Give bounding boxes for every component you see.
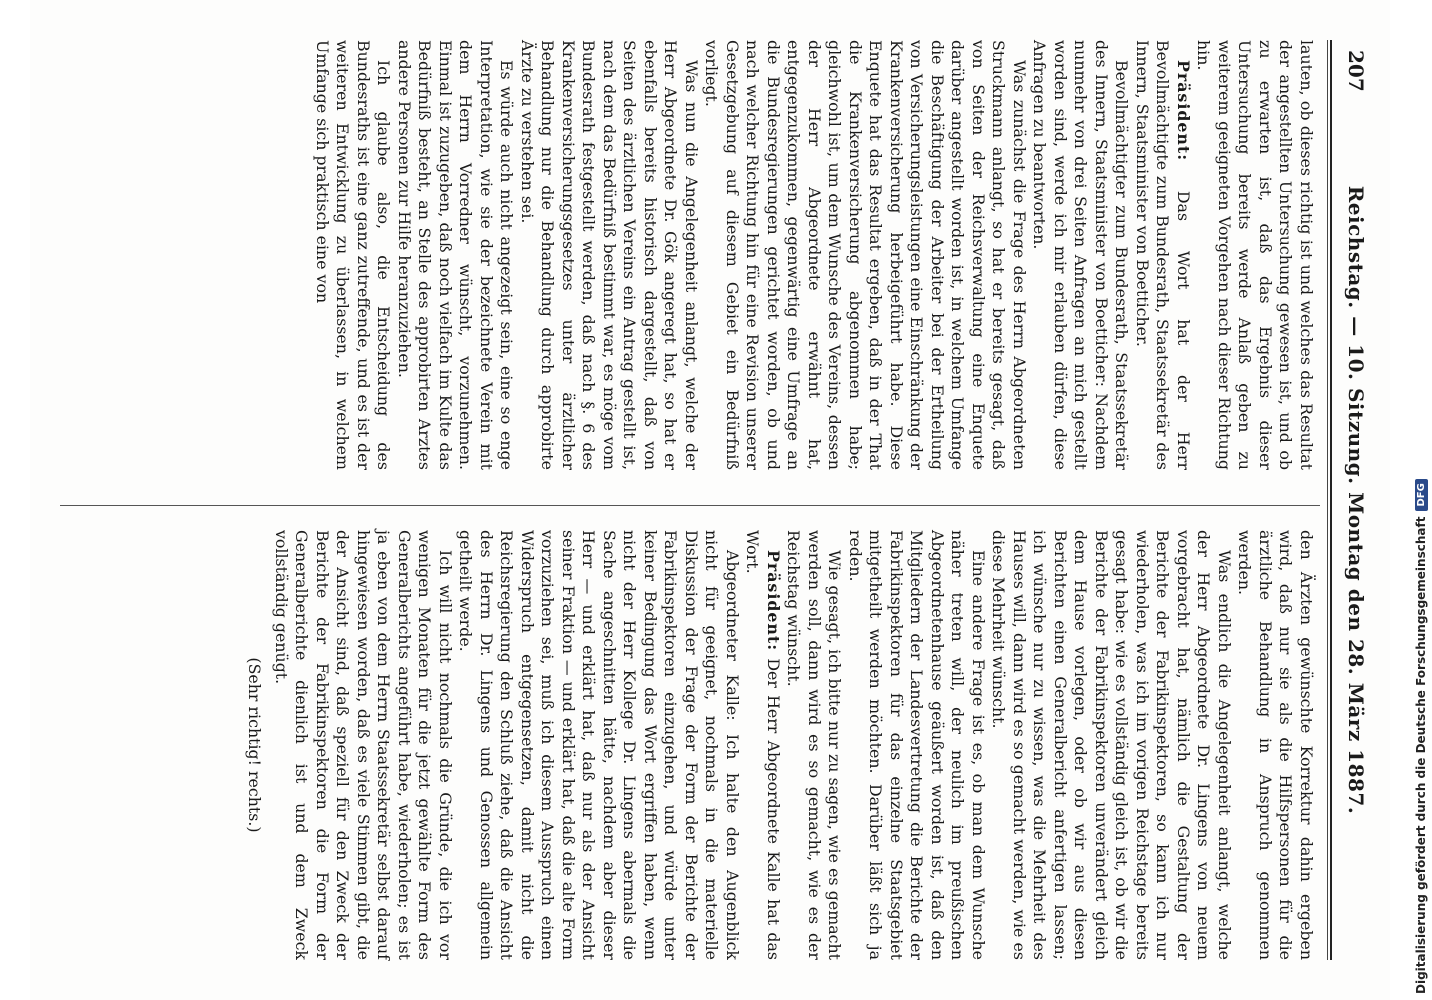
header-rule	[1330, 40, 1332, 960]
paragraph: Eine andere Frage ist es, ob man dem Wunsche näher treten will, der neulich im preußischen Abgeordnetenhause geäußert worden ist, daß den Mitgliedern der Landesvertretung die Berichte der Fabrikinspektoren für das einzelne Staatsgebiet mitgetheilt werden möchten. Darüber läßt sich ja reden.	[846, 530, 988, 960]
column-divider	[60, 505, 1320, 506]
running-head: Reichstag. — 10. Sitzung. Montag den 28. März 1887.	[1344, 185, 1368, 815]
text-column-left	[312, 40, 1317, 470]
credit-text: Digitalisierung gefördert durch die Deutsche Forschungsgemeinschaft	[1414, 516, 1428, 994]
paragraph: den Ärzten gewünschte Korrektur dahin ergeben wird, daß nur sie als die Hilfspersonen für die ärztliche Behandlung in Anspruch genommen werden.	[1235, 530, 1316, 960]
speaker-label: Präsident:	[1174, 60, 1193, 162]
paragraph: Was endlich die Angelegenheit anlangt, welche der Herr Abgeordnete Dr. Lingens von neuem vorgebracht hat, nämlich die Gestaltung der Berichte der Fabrikinspektoren, so kann ich nur wiederholen, was ich im vorigen Reichstage bereits gesagt habe: wie es vollständig gleich ist, ob wir die Berichte der Fabrikinspektoren unverändert gleich dem Hause vorlegen, oder ob wir aus diesen Berichten einen Generalbericht anfertigen lassen; ich wünsche nur zu wissen, was die Mehrheit des Hauses will, dann wird es so gemacht werden, wie es diese Mehrheit wünscht.	[989, 530, 1234, 960]
speaker-label: Präsident:	[764, 550, 783, 652]
scanned-page	[30, 0, 1390, 1000]
paragraph: lauten, ob dieses richtig ist und welches das Resultat der angestellten Untersuchung gewesen ist, und ob zu erwarten ist, daß das Ergebnis dieser Untersuchung bereits werde Anlaß geben zu weiterem geeigneten Vorgehen nach dieser Richtung hin.	[1194, 40, 1316, 470]
speaker-paragraph	[742, 530, 783, 960]
paragraph: Ich will nicht nochmals die Gründe, die ich vor wenigen Monaten für die jetzt gewählte Form des Generalberichts angeführt habe, wiederholen; es ist ja eben von dem Herrn Staatssekretär selbst darauf hingewiesen worden, daß es viele Stimmen gibt, die der Ansicht sind, daß speziell für den Zweck der Berichte der Fabrikinspektoren die Form der Generalberichte dienlich ist und dem Zweck vollständig genügt.	[272, 530, 455, 960]
paragraph: Es würde auch nicht angezeigt sein, eine so enge Interpretation, wie sie der bezeichnete Verein mit dem Herrn Vorredner wünscht, vorzunehmen. Einmal ist zuzugeben, daß noch vielfach im Kulte das Bedürfniß besteht, an Stelle des approbirten Arztes andere Personen zur Hilfe heranzuziehen.	[395, 40, 517, 470]
paragraph-text: Das Wort hat der Herr Bevollmächtigte zum Bundesrath, Staatssekretär des Innern, Staatsminister von Boetticher.	[1133, 40, 1193, 471]
paragraph: Ich glaube also, die Entscheidung des Bundesraths ist eine ganz zutreffende, und es ist der weiteren Entwicklung zu überlassen, in welchem Umfange sich praktisch eine von	[313, 40, 394, 470]
header-rule-thin	[1327, 40, 1328, 960]
page-number: 207	[1344, 50, 1368, 92]
speaker-paragraph	[1132, 40, 1194, 470]
text-column-right	[244, 530, 1316, 960]
paragraph: Abgeordneter Kalle: Ich halte den Augenblick nicht für geeignet, nochmals in die materielle Diskussion der Frage der Form der Berichte der Fabrikinspektoren einzugehen, und würde unter keiner Bedingung das Wort ergriffen haben, wenn nicht der Herr Kollege Dr. Lingens abermals die Sache angeschnitten hätte, nachdem aber dieser Herr — und erklärt hat, daß nur als der Ansicht seiner Fraktion — und erklärt hat, daß die alte Form vorzuziehen sei, muß ich diesem Ausspruch einen Widerspruch entgegensetzen, damit nicht die Reichsregierung den Schluß ziehe, daß die Ansicht des Herrn Dr. Lingens und Genossen allgemein getheilt werde.	[456, 530, 742, 960]
paragraph: Bevollmächtigter zum Bundesrath, Staatssekretär des Innern, Staatsminister von Boetticher: Nachdem nunmehr von drei Seiten Anfragen an mich gestellt worden sind, werde ich mir erlauben dürfen, diese Anfragen zu beantworten.	[1030, 40, 1132, 470]
dfg-logo-icon: DFG	[1415, 479, 1428, 510]
page-header	[1334, 40, 1374, 960]
closing-remark: (Sehr richtig! rechts.)	[245, 657, 265, 833]
digitization-credit	[1410, 0, 1432, 1000]
paragraph: Was zunächst die Frage des Herrn Abgeordneten Struckmann anlangt, so hat er bereits gesagt, daß von Seiten der Reichsverwaltung eine Enquete darüber angestellt worden ist, in welchem Umfange die Beschäftigung der Arbeiter bei der Ertheilung von Versicherungsleistungen eine Einschränkung der Krankenversicherung herbeigeführt habe. Diese Enquete hat das Resultat ergeben, daß in der That die Krankenversicherung abgenommen habe; gleichwohl ist, um dem Wunsche des Vereins, dessen der Herr Abgeordnete erwähnt hat, entgegenzukommen, gegenwärtig eine Umfrage an die Bundesregierungen gerichtet worden, ob und nach welcher Richtung hin für eine Revision unserer Gesetzgebung auf diesem Gebiet ein Bedürfniß vorliegt.	[702, 40, 1029, 470]
paragraph: Was nun die Angelegenheit anlangt, welche der Herr Abgeordnete Dr. Gök angeregt hat, so hat er ebenfalls bereits historisch dargestellt, daß von Seiten des ärztlichen Vereins ein Antrag gestellt ist, nach dem das Bedürfniß bestimmt war, es möge vom Bundesrath festgestellt werden, daß nach §. 6 des Krankenversicherungsgesetzes unter ärztlicher Behandlung nur die Behandlung durch approbirte Ärzte zu verstehen sei.	[518, 40, 701, 470]
paragraph-text: Der Herr Abgeordnete Kalle hat das Wort.	[743, 530, 783, 960]
paragraph: Wie gesagt, ich bitte nur zu sagen, wie es gemacht werden soll, dann wird es so gemacht, wie es der Reichstag wünscht.	[784, 530, 845, 960]
